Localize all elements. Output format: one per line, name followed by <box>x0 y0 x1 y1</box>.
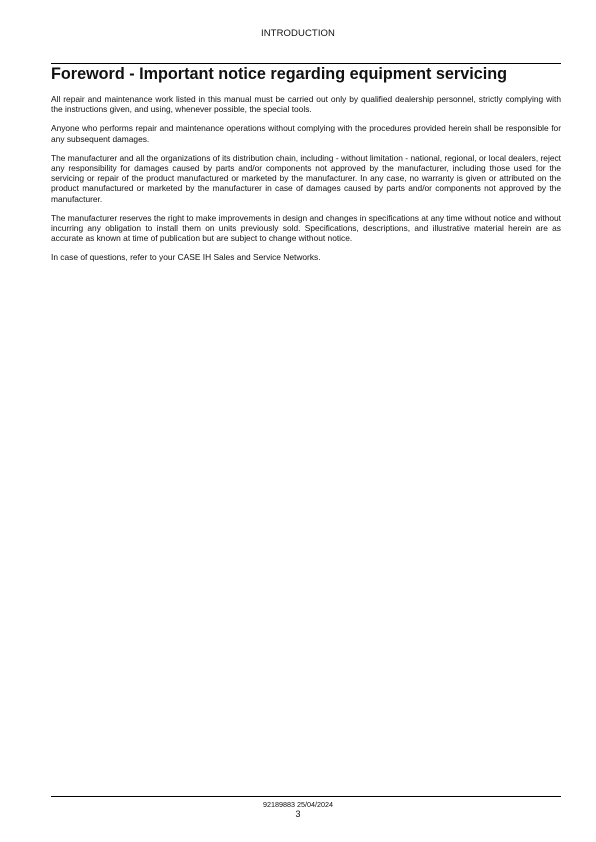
page-number: 3 <box>295 809 301 819</box>
footer-divider <box>51 796 561 797</box>
paragraph-specification-changes: The manufacturer reserves the right to make improvements in design and changes in specifications at any time without notice and without incurring any obligation to install them on units previously sold. Specifications, descriptions, and illustrative material herein are as accurate as known at time of publication but are subject to change without notice. <box>51 212 561 244</box>
paragraph-responsibility: Anyone who performs repair and maintenance operations without complying with the procedures provided herein shall be responsible for any subsequent damages. <box>51 123 561 144</box>
paragraph-contact: In case of questions, refer to your CASE IH Sales and Service Networks. <box>51 252 321 263</box>
document-reference: 92189883 25/04/2024 <box>263 800 333 809</box>
header-divider <box>51 63 561 64</box>
paragraph-qualified-personnel: All repair and maintenance work listed in this manual must be carried out only by qualified dealership personnel, strictly complying with the instructions given, and using, whenever possible, the special tools. <box>51 94 561 115</box>
running-header: INTRODUCTION <box>260 28 336 39</box>
paragraph-unapproved-parts: The manufacturer and all the organizations of its distribution chain, including - without limitation - national, regional, or local dealers, reject any responsibility for damages caused by parts and/or components not approved by the manufacturer, including those used for the servicing or repair of the product manufactured or marketed by the manufacturer. In any case, no warranty is given or attributed on the product manufactured or marketed by the manufacturer in case of damages caused by parts and/or components not approved by the manufacturer. <box>51 152 561 204</box>
page-title: Foreword - Important notice regarding equipment servicing <box>51 65 508 83</box>
body-content <box>51 94 561 272</box>
